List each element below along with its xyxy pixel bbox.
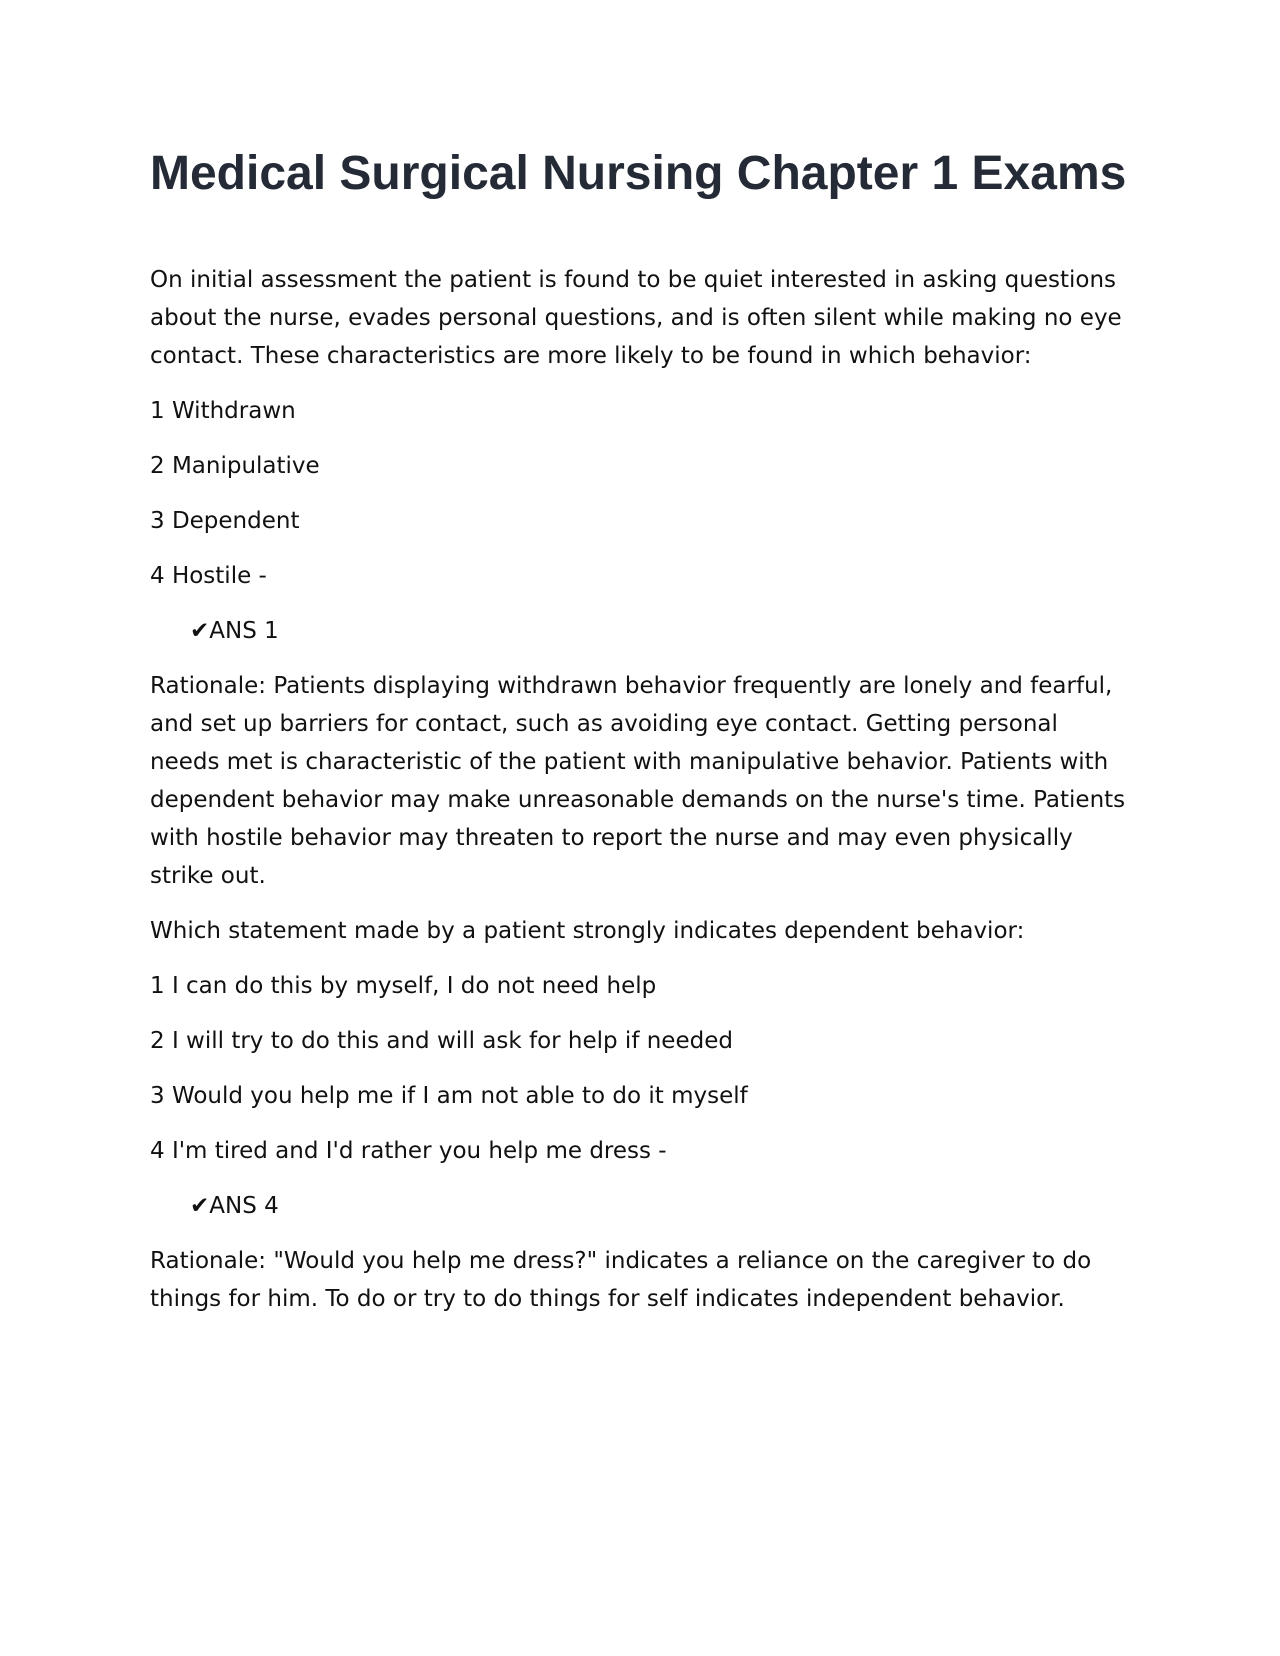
answer-option: 3 Dependent [150,508,300,534]
rationale-text: Rationale: "Would you help me dress?" indicates a reliance on the caregiver to do things for him. To do or try to do things for self indicates independent behavior. [150,1248,1092,1312]
answer-option: 2 Manipulative [150,453,320,479]
rationale-text: Rationale: Patients displaying withdrawn behavior frequently are lonely and fearful, and set up barriers for contact, such as avoiding eye contact. Getting personal needs met is characteristic of the patient with manipulative behavior. Patients with dependent behavior may make unreasonable demands on the nurse's time. Patients with hostile behavior may threaten to report the nurse and may even physically strike out. [150,673,1126,889]
answer-option: 4 Hostile - [150,563,267,589]
answer-option: 4 I'm tired and I'd rather you help me dress - [150,1138,667,1164]
question-block [150,912,1130,1318]
answer-option: 3 Would you help me if I am not able to do it myself [150,1083,748,1109]
answer-option: 2 I will try to do this and will ask for help if needed [150,1028,733,1054]
question-prompt: Which statement made by a patient strongly indicates dependent behavior: [150,918,1025,944]
answer-option: 1 I can do this by myself, I do not need help [150,973,657,999]
document-title: Medical Surgical Nursing Chapter 1 Exams [150,147,1127,200]
question-block [150,261,1130,895]
correct-answer: ✔ANS 1 [190,618,279,644]
document-page [150,145,1130,1335]
correct-answer: ✔ANS 4 [190,1193,279,1219]
answer-option: 1 Withdrawn [150,398,296,424]
question-prompt: On initial assessment the patient is found to be quiet interested in asking questions about the nurse, evades personal questions, and is often silent while making no eye contact. These characteristics are more likely to be found in which behavior: [150,267,1122,369]
